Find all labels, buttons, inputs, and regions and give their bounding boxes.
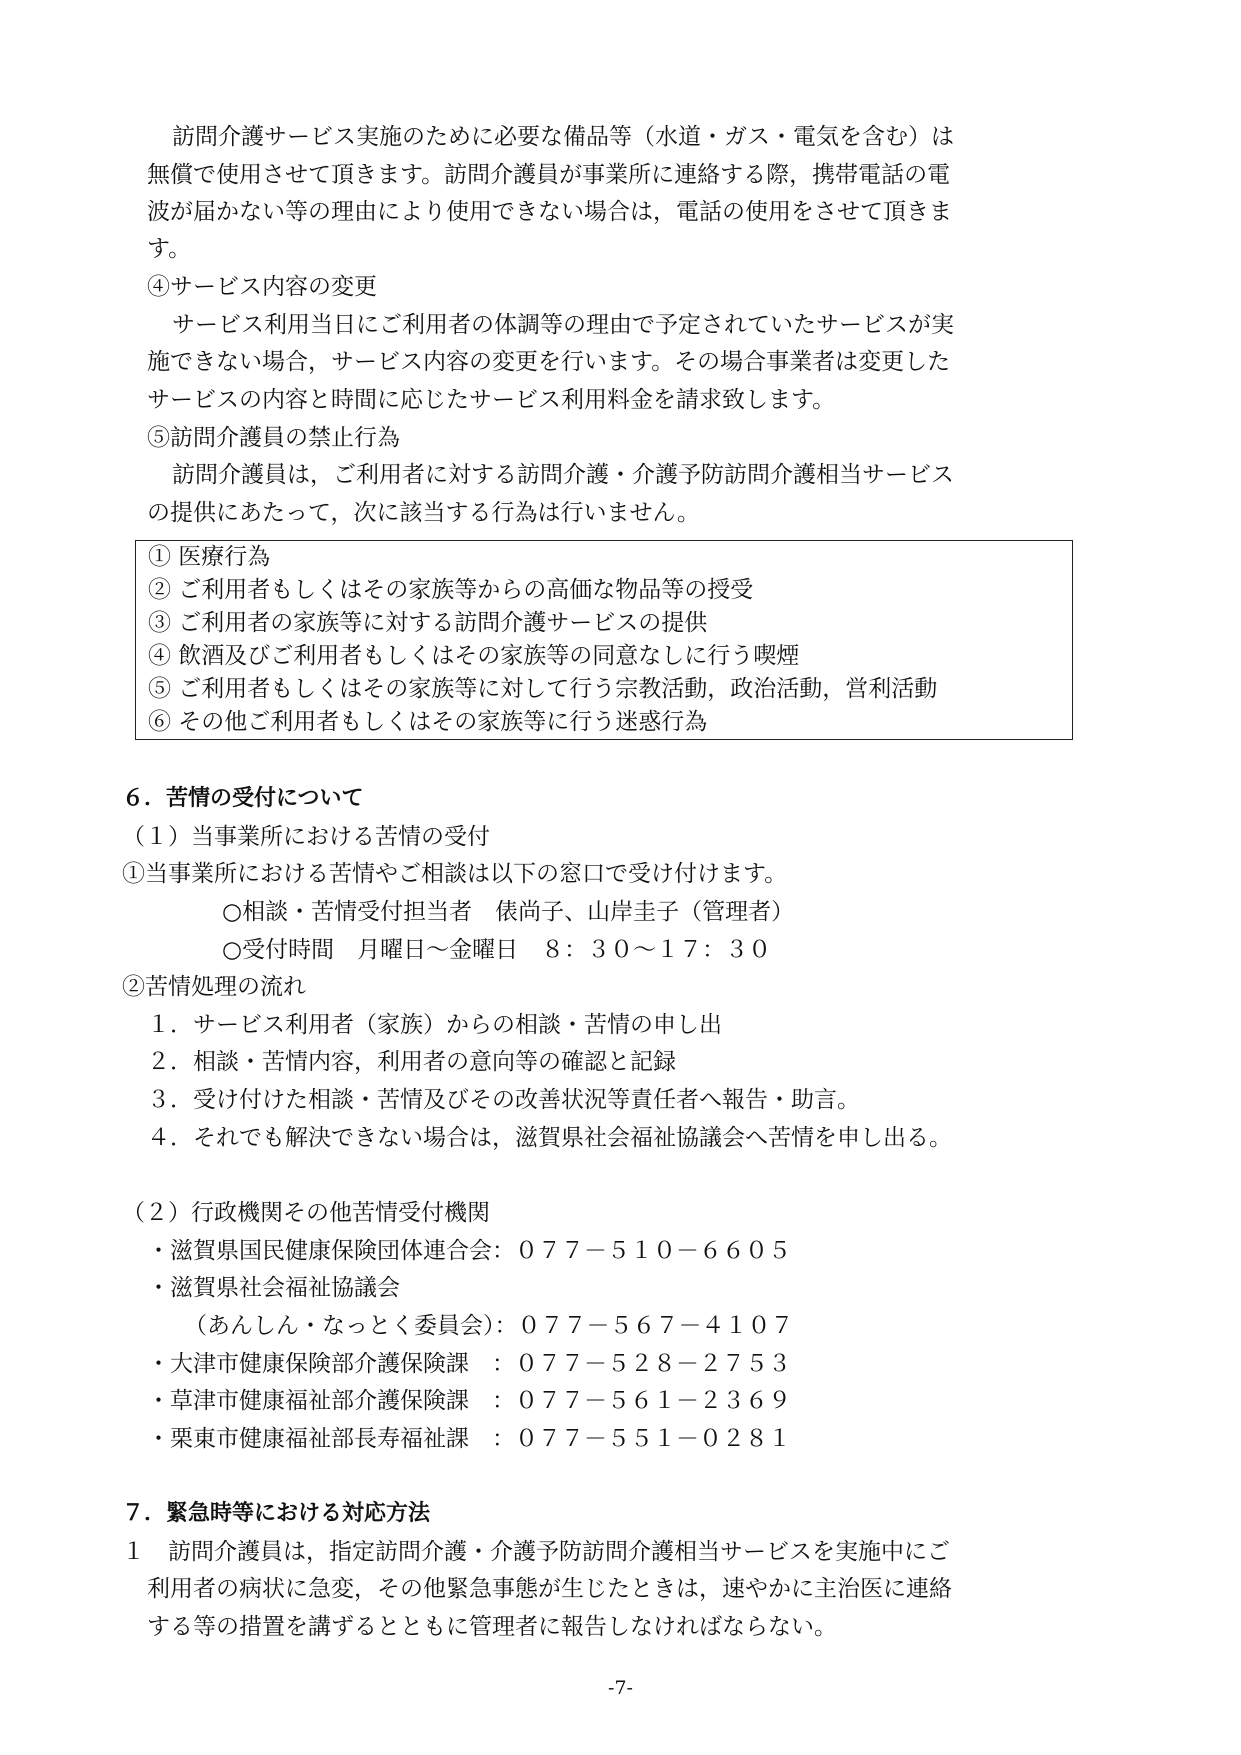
prohibited-acts-box (135, 540, 1073, 740)
service-change-line: 施できない場合，サービス内容の変更を行います。その場合事業者は変更した (147, 349, 951, 375)
intro-line: 無償で使用させて頂きます。訪問介護員が事業所に連絡する際，携帯電話の電 (147, 162, 951, 188)
prohibited-heading: ⑤訪問介護員の禁止行為 (147, 425, 400, 451)
prohibited-intro-line: 訪問介護員は，ご利用者に対する訪問介護・介護予防訪問介護相当サービス (172, 462, 954, 488)
service-change-line: サービス利用当日にご利用者の体調等の理由で予定されていたサービスが実 (172, 312, 954, 338)
flow-step: １．サービス利用者（家族）からの相談・苦情の申し出 (147, 1012, 722, 1038)
emergency-line: １ 訪問介護員は，指定訪問介護・介護予防訪問介護相当サービスを実施中にご (122, 1539, 950, 1565)
emergency-line: する等の措置を講ずるとともに管理者に報告しなければならない。 (147, 1614, 837, 1640)
complaint-item: ①当事業所における苦情やご相談は以下の窓口で受け付けます。 (122, 861, 788, 887)
agency-line: ・滋賀県国民健康保険団体連合会：０７７－５１０－６６０５ (147, 1238, 791, 1264)
agency-line: ・大津市健康保険部介護保険課 ：０７７－５２８－２７５３ (147, 1351, 791, 1377)
agency-line: （あんしん・なっとく委員会）：０７７－５６７－４１０７ (184, 1313, 794, 1339)
flow-step: ３．受け付けた相談・苦情及びその改善状況等責任者へ報告・助言。 (147, 1087, 860, 1113)
agency-line: ・草津市健康福祉部介護保険課 ：０７７－５６１－２３６９ (147, 1388, 791, 1414)
section-heading-emergency: ７．緊急時等における対応方法 (122, 1501, 431, 1526)
contact-person: ○相談・苦情受付担当者 俵尚子、山岸圭子（管理者） (222, 899, 795, 925)
service-change-heading: ④サービス内容の変更 (147, 274, 377, 300)
agency-line: ・滋賀県社会福祉協議会 (147, 1275, 400, 1301)
prohibited-intro-line: の提供にあたって，次に該当する行為は行いません。 (147, 500, 700, 526)
intro-line: 波が届かない等の理由により使用できない場合は，電話の使用をさせて頂きま (147, 199, 952, 225)
prohibited-item: ④ 飲酒及びご利用者もしくはその家族等の同意なしに行う喫煙 (148, 643, 800, 669)
flow-step: ２．相談・苦情内容，利用者の意向等の確認と記録 (147, 1049, 676, 1075)
intro-line: 訪問介護サービス実施のために必要な備品等（水道・ガス・電気を含む）は (172, 124, 954, 150)
page-number: -7- (608, 1677, 633, 1699)
complaint-item: ②苦情処理の流れ (122, 974, 306, 1000)
prohibited-item: ② ご利用者もしくはその家族等からの高価な物品等の授受 (148, 577, 754, 603)
flow-step: ４．それでも解決できない場合は，滋賀県社会福祉協議会へ苦情を申し出る。 (147, 1125, 952, 1151)
prohibited-item: ⑥ その他ご利用者もしくはその家族等に行う迷惑行為 (148, 709, 708, 735)
service-change-line: サービスの内容と時間に応じたサービス利用料金を請求致します。 (147, 387, 836, 413)
section-heading-complaints: ６．苦情の受付について (122, 786, 364, 811)
subsection-heading: （２）行政機関その他苦情受付機関 (122, 1200, 490, 1226)
intro-line: す。 (147, 236, 192, 262)
emergency-line: 利用者の病状に急変，その他緊急事態が生じたときは，速やかに主治医に連絡 (147, 1576, 952, 1602)
prohibited-item: ⑤ ご利用者もしくはその家族等に対して行う宗教活動，政治活動，営利活動 (148, 676, 938, 702)
agency-line: ・栗東市健康福祉部長寿福祉課 ：０７７－５５１－０２８１ (147, 1426, 791, 1452)
subsection-heading: （１）当事業所における苦情の受付 (122, 824, 490, 850)
reception-hours: ○受付時間 月曜日～金曜日 ８：３０～１７：３０ (222, 937, 772, 963)
prohibited-item: ③ ご利用者の家族等に対する訪問介護サービスの提供 (148, 610, 708, 636)
prohibited-item: ① 医療行為 (148, 544, 271, 570)
